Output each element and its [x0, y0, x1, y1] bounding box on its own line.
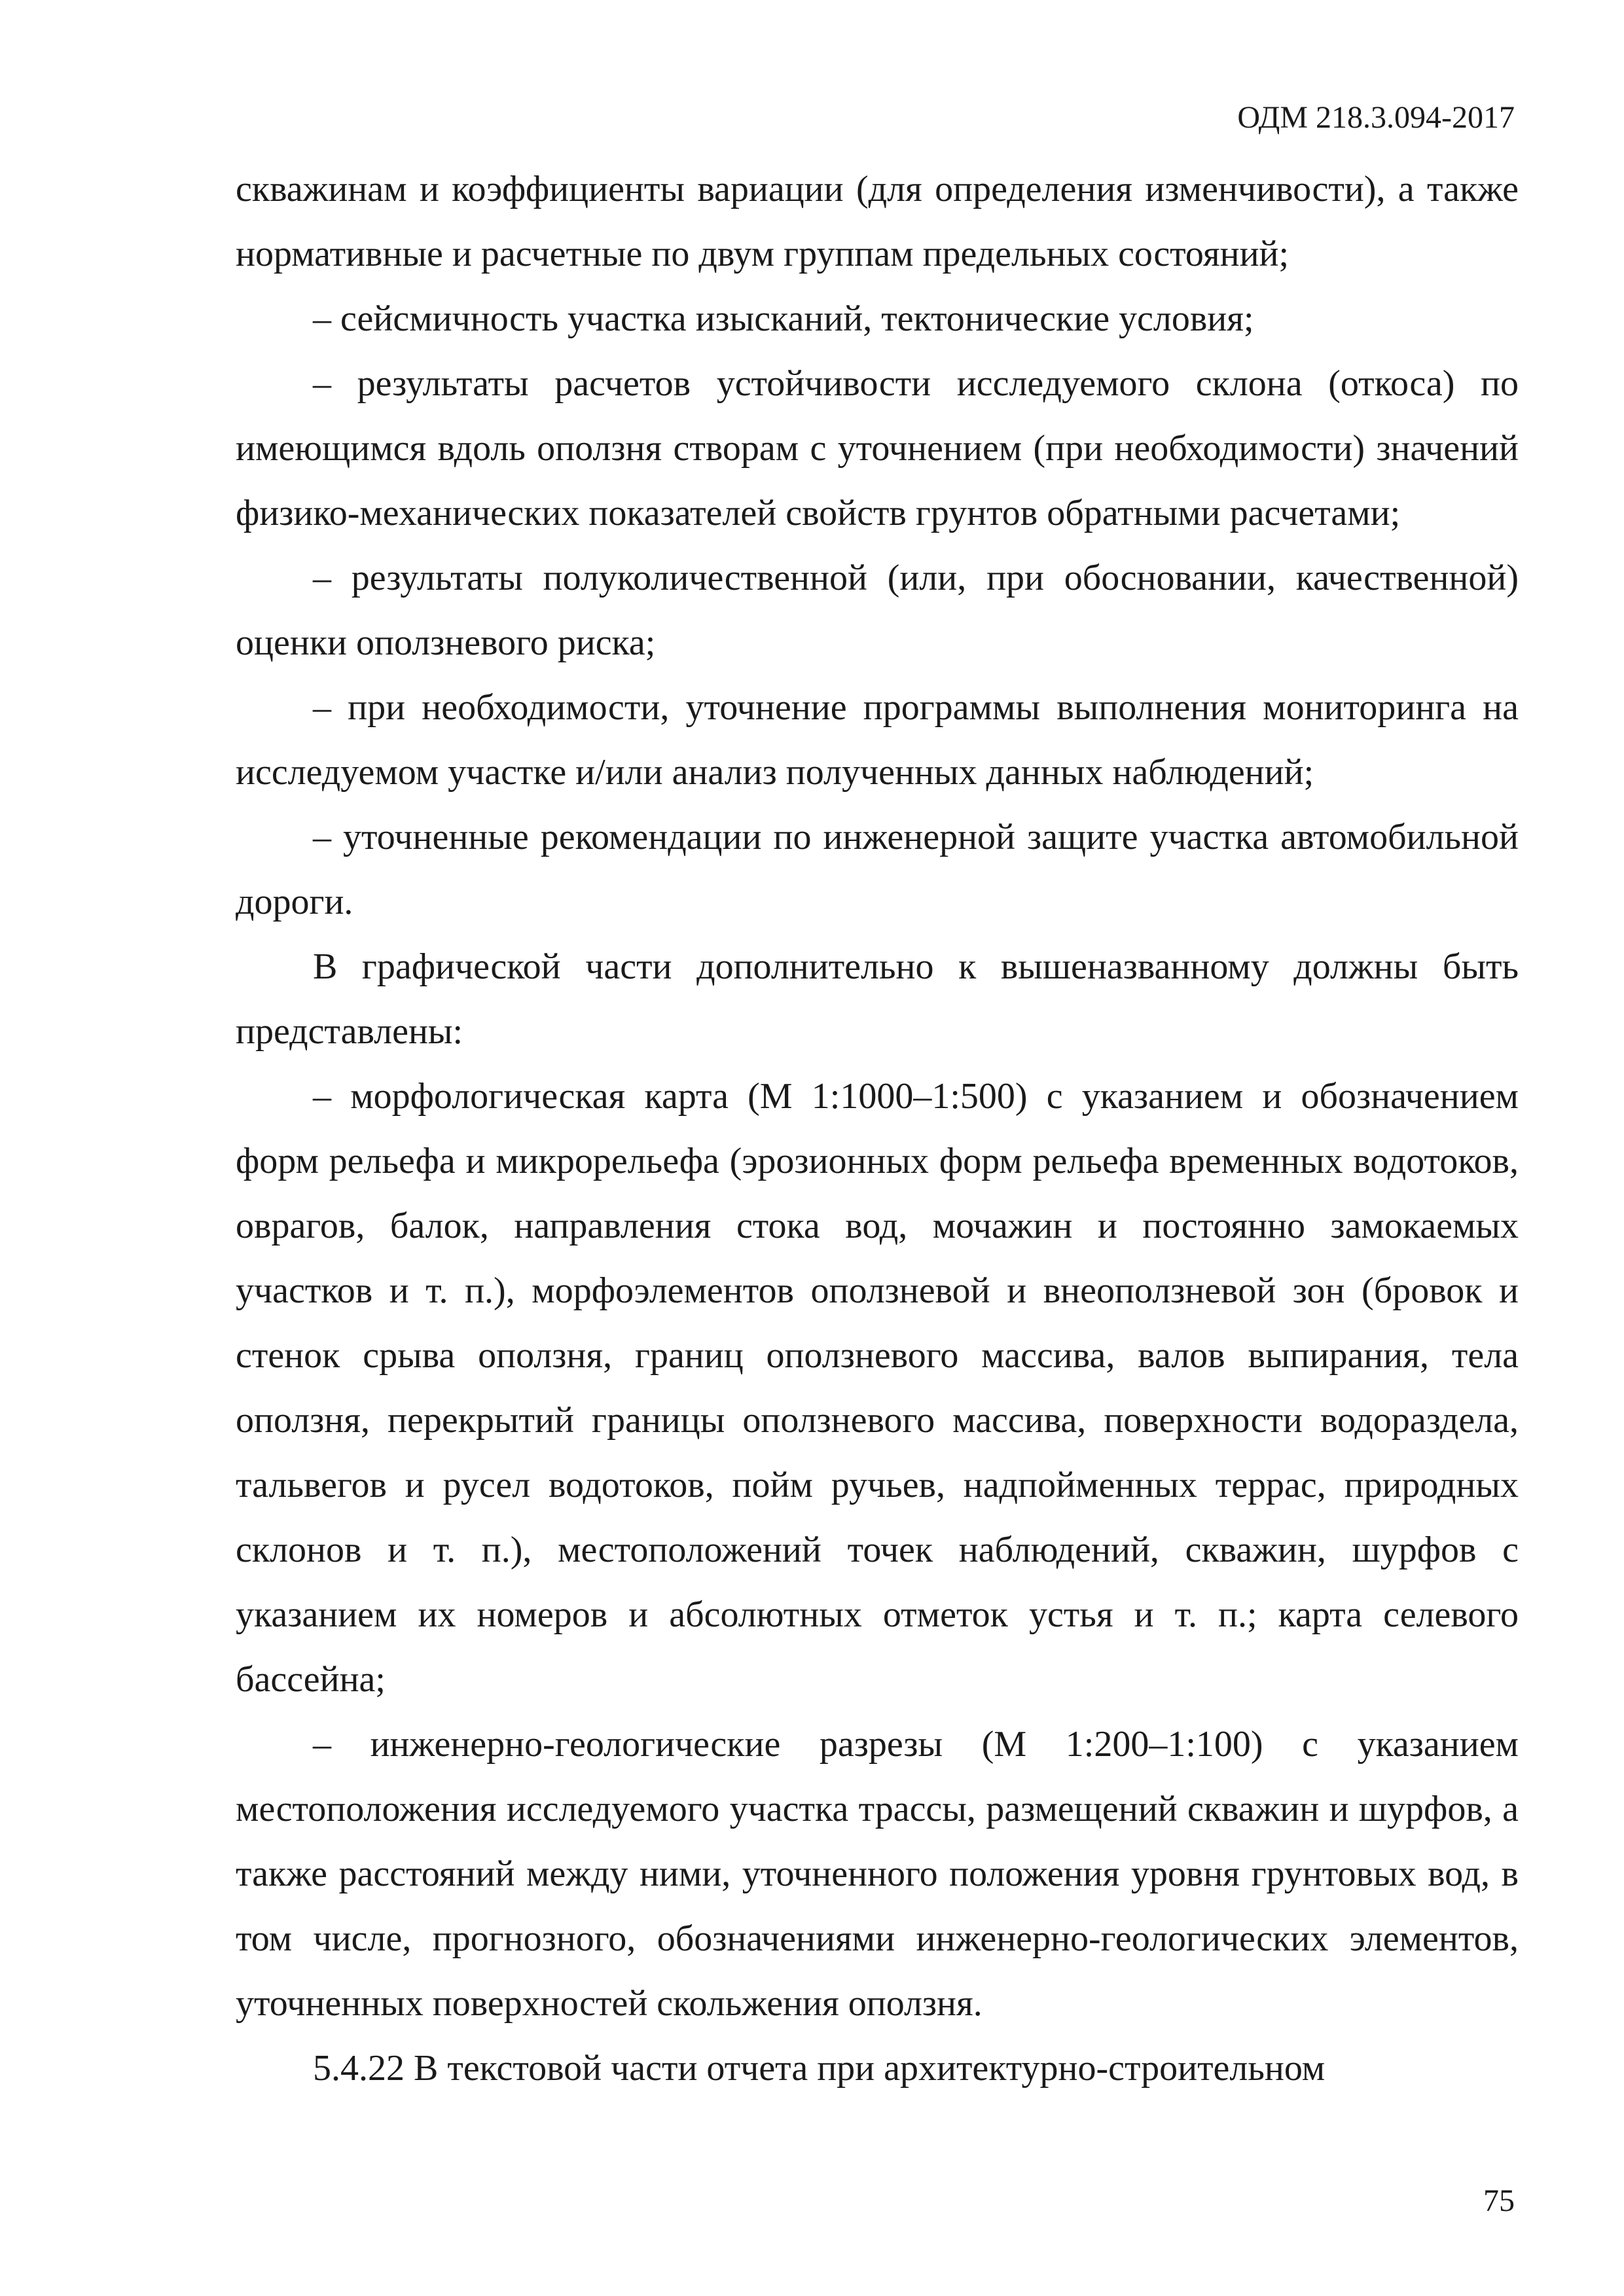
- paragraph-8: – морфологическая карта (М 1:1000–1:500) с указанием и обозначением форм рельефа и микрорельефа (эрозионных форм рельефа временных водотоков, оврагов, балок, направления стока вод, мочажин и постоянно замокаемых участков и т. п.), морфоэлементов оползневой и внеоползневой зон (бровок и стенок срыва оползня, границ оползневого массива, валов выпирания, тела оползня, перекрытий границы оползневого массива, поверхности водораздела, тальвегов и русел водотоков, пойм ручьев, надпойменных террас, природных склонов и т. п.), местоположений точек наблюдений, скважин, шурфов с указанием их номеров и абсолютных отметок устья и т. п.; карта селевого бассейна;: [236, 1076, 1519, 1700]
- paragraph-7: В графической части дополнительно к вышеназванному должны быть представлены:: [236, 946, 1519, 1052]
- paragraph-9: – инженерно-геологические разрезы (М 1:200–1:100) с указанием местоположения исследуемого участка трассы, размещений скважин и шурфов, а также расстояний между ними, уточненного положения уровня грунтовых вод, в том числе, прогнозного, обозначениями инженерно-геологических элементов, уточненных поверхностей скольжения оползня.: [236, 1724, 1519, 2024]
- document-code-header: ОДМ 218.3.094-2017: [1237, 100, 1515, 135]
- document-body: [236, 157, 1519, 2101]
- paragraph-1: скважинам и коэффициенты вариации (для определения изменчивости), а также нормативные и расчетные по двум группам предельных состояний;: [236, 169, 1519, 274]
- paragraph-2: – сейсмичность участка изысканий, тектонические условия;: [313, 298, 1254, 339]
- paragraph-10: 5.4.22 В текстовой части отчета при архитектурно-строительном: [313, 2048, 1326, 2089]
- paragraph-4: – результаты полуколичественной (или, при обосновании, качественной) оценки оползневого риска;: [236, 558, 1519, 663]
- page-number: 75: [1483, 2183, 1515, 2218]
- paragraph-3: – результаты расчетов устойчивости исследуемого склона (откоса) по имеющимся вдоль оползня створам с уточнением (при необходимости) значений физико-механических показателей свойств грунтов обратными расчетами;: [236, 363, 1519, 533]
- paragraph-6: – уточненные рекомендации по инженерной защите участка автомобильной дороги.: [236, 817, 1519, 922]
- paragraph-5: – при необходимости, уточнение программы выполнения мониторинга на исследуемом участке и/или анализ полученных данных наблюдений;: [236, 687, 1519, 793]
